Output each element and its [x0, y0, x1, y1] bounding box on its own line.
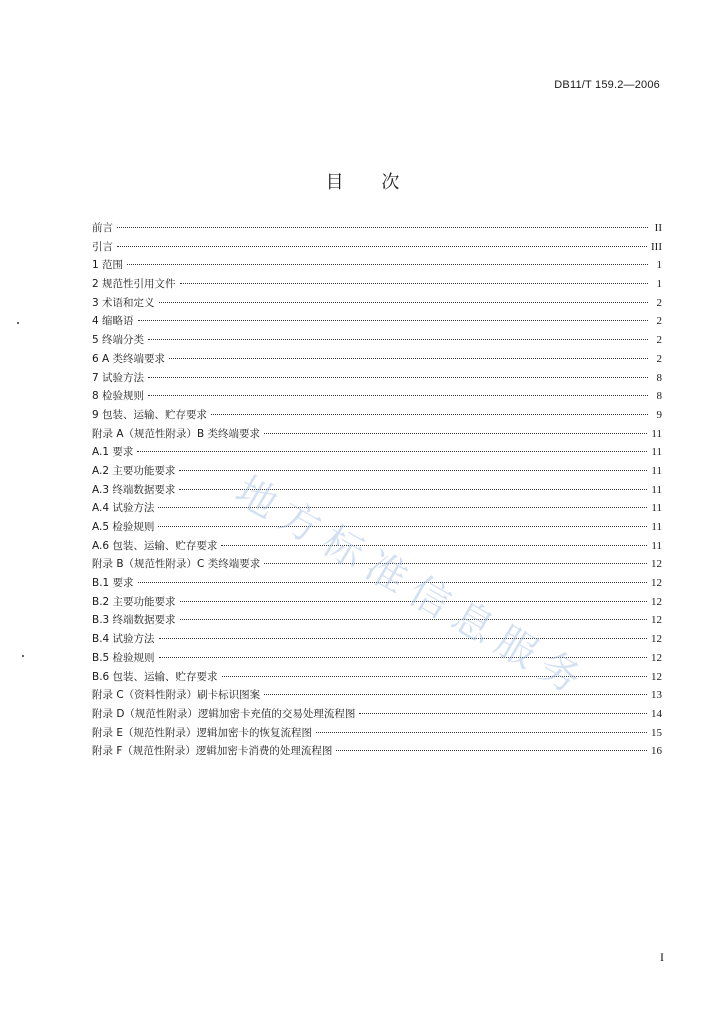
dot-leader — [359, 713, 647, 714]
toc-entry[interactable] — [92, 406, 662, 425]
toc-entry-page: 12 — [651, 577, 662, 590]
toc-entry-label: 8 检验规则 — [92, 390, 145, 403]
toc-entry-page: 1 — [656, 278, 662, 291]
toc-entry-page: 2 — [656, 352, 662, 365]
dot-leader — [127, 264, 648, 265]
dot-leader — [222, 676, 647, 677]
toc-entry[interactable] — [92, 256, 662, 275]
dot-leader — [117, 227, 648, 228]
toc-entry[interactable] — [92, 630, 662, 649]
dot-leader — [137, 451, 647, 452]
toc-entry[interactable] — [92, 705, 662, 724]
toc-entry[interactable] — [92, 312, 662, 331]
scan-mark — [22, 655, 24, 657]
toc-entry-page: 11 — [651, 446, 662, 459]
dot-leader — [180, 619, 647, 620]
toc-entry-page: 11 — [651, 521, 662, 533]
toc-entry-label: A.4 试验方法 — [92, 502, 155, 515]
toc-entry[interactable] — [92, 387, 662, 406]
toc-entry[interactable] — [92, 611, 662, 630]
toc-entry-label: 附录 E（规范性附录）逻辑加密卡的恢复流程图 — [92, 726, 312, 739]
toc-entry-label: A.5 检验规则 — [92, 521, 155, 533]
toc-entry-page: 12 — [651, 595, 662, 608]
toc-entry-label: 7 试验方法 — [92, 371, 145, 384]
toc-entry-page: 14 — [651, 707, 662, 720]
toc-entry-page: 9 — [656, 408, 662, 421]
dot-leader — [159, 657, 647, 658]
dot-leader — [180, 601, 647, 602]
toc-entry-page: III — [651, 240, 662, 253]
dot-leader — [117, 246, 647, 247]
toc-entry[interactable] — [92, 481, 662, 500]
toc-entry[interactable] — [92, 219, 662, 238]
toc-entry-label: A.3 终端数据要求 — [92, 483, 176, 496]
toc-entry[interactable] — [92, 724, 662, 743]
toc-entry[interactable] — [92, 593, 662, 612]
dot-leader — [138, 320, 648, 321]
page-title: 目 次 — [325, 172, 416, 193]
toc-entry-label: A.2 主要功能要求 — [92, 464, 176, 477]
watermark: 地方标准信息服务 — [227, 467, 597, 708]
toc-entry-label: 2 规范性引用文件 — [92, 278, 176, 291]
toc-entry-label: 5 终端分类 — [92, 334, 145, 347]
toc-entry[interactable] — [92, 238, 662, 257]
toc-entry-label: 引言 — [92, 240, 113, 253]
toc-entry-label: B.6 包装、运输、贮存要求 — [92, 670, 218, 683]
dot-leader — [148, 395, 648, 396]
toc-entry-label: 附录 B（规范性附录）C 类终端要求 — [92, 558, 261, 571]
dot-leader — [158, 526, 647, 527]
toc-entry-page: 12 — [651, 633, 662, 646]
toc-entry[interactable] — [92, 462, 662, 481]
toc-entry[interactable] — [92, 686, 662, 705]
dot-leader — [264, 694, 647, 695]
toc-entry-label: 附录 C（资料性附录）刷卡标识图案 — [92, 689, 261, 702]
dot-leader — [211, 414, 648, 415]
dot-leader — [264, 433, 647, 434]
toc-entry[interactable] — [92, 668, 662, 687]
toc-entry-page: 2 — [656, 315, 662, 328]
toc-entry[interactable] — [92, 294, 662, 313]
toc-entry[interactable] — [92, 350, 662, 369]
toc-entry-page: 11 — [651, 539, 662, 552]
toc-entry[interactable] — [92, 518, 662, 537]
toc-entry-label: 附录 A（规范性附录）B 类终端要求 — [92, 427, 261, 440]
toc-entry-label: 3 术语和定义 — [92, 296, 155, 309]
dot-leader — [336, 750, 647, 751]
toc-entry-page: 12 — [651, 670, 662, 683]
toc-entry-page: 2 — [656, 296, 662, 309]
dot-leader — [158, 507, 647, 508]
toc-entry-label: 附录 D（规范性附录）逻辑加密卡充值的交易处理流程图 — [92, 707, 356, 720]
dot-leader — [179, 470, 647, 471]
toc-entry-page: 16 — [651, 745, 662, 758]
scan-mark — [17, 322, 19, 324]
toc-entry[interactable] — [92, 537, 662, 556]
toc-entry-page: 15 — [651, 726, 662, 739]
toc-entry-page: 11 — [651, 464, 662, 477]
toc-entry[interactable] — [92, 742, 662, 761]
toc-entry[interactable] — [92, 331, 662, 350]
dot-leader — [138, 582, 647, 583]
toc-entry[interactable] — [92, 574, 662, 593]
toc-entry-label: 附录 F（规范性附录）逻辑加密卡消费的处理流程图 — [92, 745, 333, 758]
toc-entry[interactable] — [92, 275, 662, 294]
toc-entry-page: 8 — [656, 390, 662, 403]
page-number: I — [660, 950, 664, 964]
toc-entry[interactable] — [92, 369, 662, 388]
toc-entry-page: 12 — [651, 651, 662, 664]
toc-entry-label: 6 A 类终端要求 — [92, 352, 166, 365]
dot-leader — [159, 638, 647, 639]
toc-entry-page: 2 — [656, 334, 662, 347]
toc-entry[interactable] — [92, 425, 662, 444]
toc-entry-label: A.1 要求 — [92, 446, 134, 459]
dot-leader — [179, 489, 647, 490]
toc-entry[interactable] — [92, 443, 662, 462]
toc-entry-label: B.4 试验方法 — [92, 633, 155, 646]
toc-entry-page: 12 — [651, 614, 662, 627]
dot-leader — [148, 339, 648, 340]
standard-code: DB11/T 159.2—2006 — [554, 79, 660, 91]
toc-entry-label: B.2 主要功能要求 — [92, 595, 176, 608]
toc-entry-label: 9 包装、运输、贮存要求 — [92, 408, 208, 421]
toc-entry-label: B.5 检验规则 — [92, 651, 155, 664]
toc-entry-label: 1 范围 — [92, 259, 124, 272]
dot-leader — [180, 283, 648, 284]
dot-leader — [169, 358, 648, 359]
toc-entry-page: 11 — [651, 427, 662, 440]
toc-entry-page: 1 — [656, 259, 662, 272]
toc-entry-page: 8 — [656, 371, 662, 384]
dot-leader — [264, 563, 647, 564]
toc-entry-label: B.1 要求 — [92, 577, 134, 590]
toc-entry-page: 11 — [651, 483, 662, 496]
dot-leader — [159, 302, 648, 303]
toc-entry[interactable] — [92, 649, 662, 668]
toc-entry-label: A.6 包装、运输、贮存要求 — [92, 539, 218, 552]
toc-entry-label: B.3 终端数据要求 — [92, 614, 176, 627]
toc-entry-page: 13 — [651, 689, 662, 702]
table-of-contents — [92, 219, 662, 761]
dot-leader — [148, 377, 648, 378]
toc-entry-page: II — [654, 222, 662, 234]
dot-leader — [316, 732, 647, 733]
toc-entry[interactable] — [92, 499, 662, 518]
toc-entry-label: 4 缩略语 — [92, 315, 134, 328]
toc-entry-page: 11 — [651, 502, 662, 515]
dot-leader — [221, 545, 647, 546]
toc-entry-page: 12 — [651, 558, 662, 571]
toc-entry[interactable] — [92, 555, 662, 574]
toc-entry-label: 前言 — [92, 222, 113, 234]
